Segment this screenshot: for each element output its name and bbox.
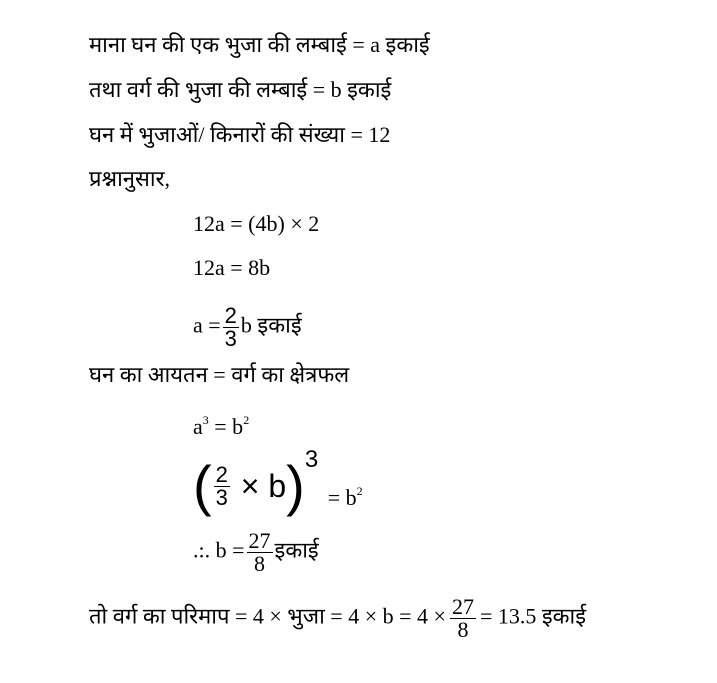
fraction (223, 305, 239, 350)
denominator: 8 (254, 551, 266, 576)
equation-3 (193, 305, 302, 350)
fraction (450, 596, 476, 641)
eq4-a: a (193, 414, 203, 439)
eq3-rhs: b इकाई (240, 312, 302, 338)
final-lhs: तो वर्ग का परिमाप = 4 × भुजा = 4 × b = 4 × (89, 603, 446, 629)
equation-4 (193, 405, 249, 442)
denominator: 8 (457, 617, 469, 642)
eq5-rhs: = b (327, 485, 357, 510)
equation-2: 12a = 8b (193, 255, 271, 280)
exponent: 2 (243, 413, 250, 427)
fraction (214, 461, 230, 510)
equation-1: 12a = (4b) × 2 (193, 211, 320, 236)
volume-equals-area: घन का आयतन = वर्ग का क्षेत्रफल (89, 362, 350, 387)
exponent: 3 (202, 413, 209, 427)
fraction (247, 530, 273, 575)
eq6-rhs: इकाई (274, 537, 319, 563)
denominator: 3 (224, 326, 237, 351)
according-to-question: प्रश्नानुसार, (89, 166, 171, 191)
numerator: 27 (248, 528, 271, 553)
eq5-big (193, 446, 319, 517)
close-paren: ) (286, 454, 305, 517)
exponent: 2 (356, 484, 363, 498)
numerator: 2 (215, 461, 228, 487)
exponent: 3 (304, 446, 319, 473)
eq5-mid: × b (240, 468, 287, 504)
final-rhs: = 13.5 इकाई (479, 603, 587, 629)
eq3-lhs: a = (193, 312, 221, 338)
numerator: 27 (451, 594, 474, 619)
equation-5 (193, 446, 363, 526)
equation-6 (193, 530, 319, 575)
edge-count: घन में भुजाओं/ किनारों की संख्या = 12 (89, 122, 391, 147)
side-a-definition: माना घन की एक भुजा की लम्बाई = a इकाई (89, 32, 430, 57)
eq6-lhs: .:. b = (193, 537, 245, 563)
final-perimeter (89, 596, 586, 641)
side-b-definition: तथा वर्ग की भुजा की लम्बाई = b इकाई (89, 77, 392, 102)
eq4-mid: = b (208, 414, 244, 439)
open-paren: ( (193, 454, 212, 517)
numerator: 2 (224, 303, 237, 328)
denominator: 3 (215, 484, 228, 510)
